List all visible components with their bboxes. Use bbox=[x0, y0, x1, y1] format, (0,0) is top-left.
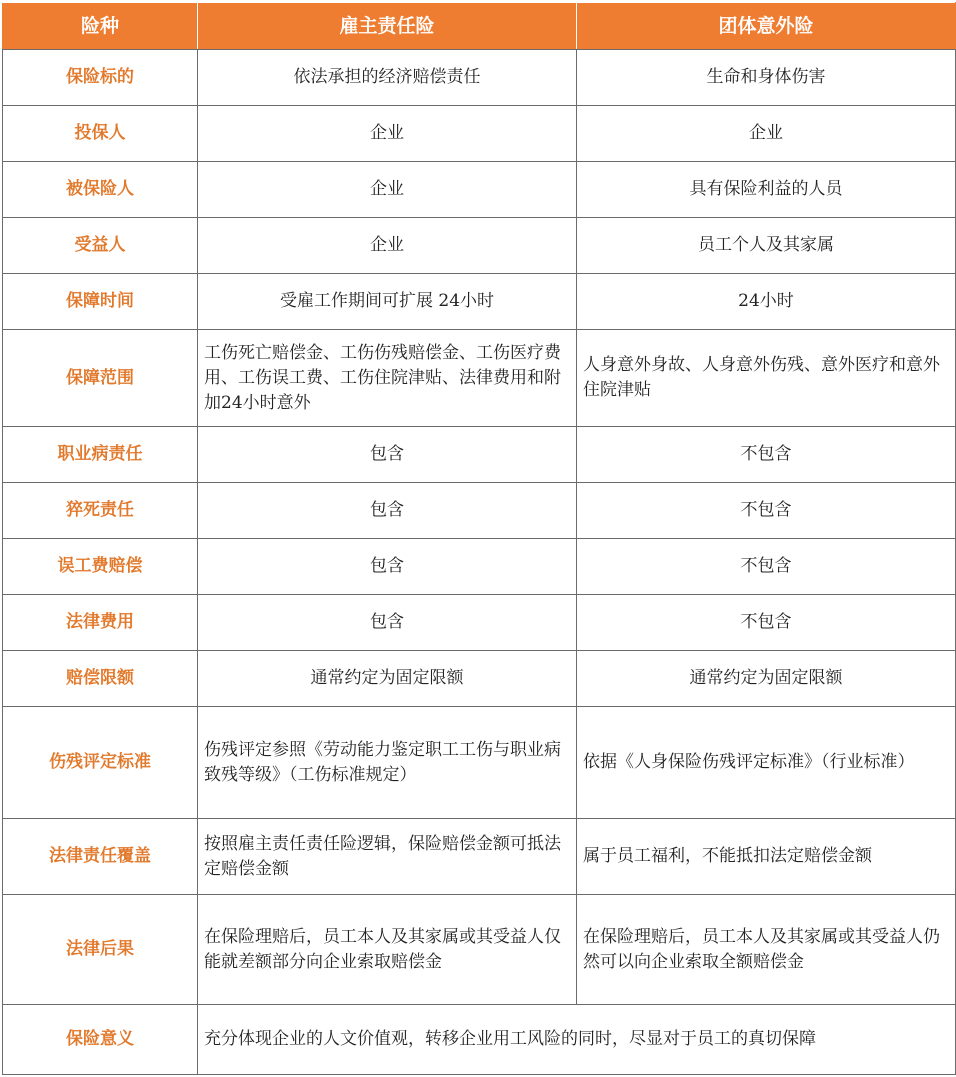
footer-text: 充分体现企业的人文价值观，转移企业用工风险的同时，尽显对于员工的真切保障 bbox=[198, 1005, 956, 1075]
comparison-table bbox=[2, 2, 956, 1075]
header-row bbox=[3, 3, 956, 50]
row-label: 法律责任覆盖 bbox=[3, 819, 198, 895]
row-label: 保障范围 bbox=[3, 330, 198, 427]
group-cell: 企业 bbox=[577, 106, 956, 162]
group-cell: 24小时 bbox=[577, 274, 956, 330]
header-insurance-type: 险种 bbox=[3, 3, 198, 50]
employer-cell: 包含 bbox=[198, 483, 577, 539]
row-label: 投保人 bbox=[3, 106, 198, 162]
row-label: 法律费用 bbox=[3, 595, 198, 651]
table-row bbox=[3, 819, 956, 895]
row-label: 误工费赔偿 bbox=[3, 539, 198, 595]
row-label: 伤残评定标准 bbox=[3, 707, 198, 819]
table-row bbox=[3, 106, 956, 162]
employer-cell: 包含 bbox=[198, 539, 577, 595]
group-cell: 依据《人身保险伤残评定标准》（行业标准） bbox=[577, 707, 956, 819]
employer-cell: 按照雇主责任责任险逻辑，保险赔偿金额可抵法定赔偿金额 bbox=[198, 819, 577, 895]
header-group-accident: 团体意外险 bbox=[577, 3, 956, 50]
table-row bbox=[3, 895, 956, 1005]
group-cell: 不包含 bbox=[577, 483, 956, 539]
employer-cell: 工伤死亡赔偿金、工伤伤残赔偿金、工伤医疗费用、工伤误工费、工伤住院津贴、法律费用和附加24小时意外 bbox=[198, 330, 577, 427]
table-row bbox=[3, 330, 956, 427]
row-label: 赔偿限额 bbox=[3, 651, 198, 707]
employer-cell: 通常约定为固定限额 bbox=[198, 651, 577, 707]
employer-cell: 伤残评定参照《劳动能力鉴定职工工伤与职业病致残等级》（工伤标准规定） bbox=[198, 707, 577, 819]
employer-cell: 企业 bbox=[198, 162, 577, 218]
group-cell: 不包含 bbox=[577, 595, 956, 651]
employer-cell: 依法承担的经济赔偿责任 bbox=[198, 50, 577, 106]
table-row bbox=[3, 539, 956, 595]
group-cell: 不包含 bbox=[577, 427, 956, 483]
group-cell: 生命和身体伤害 bbox=[577, 50, 956, 106]
employer-cell: 包含 bbox=[198, 427, 577, 483]
table-row bbox=[3, 162, 956, 218]
header-employer-liability: 雇主责任险 bbox=[198, 3, 577, 50]
group-cell: 员工个人及其家属 bbox=[577, 218, 956, 274]
table-row bbox=[3, 595, 956, 651]
row-label: 被保险人 bbox=[3, 162, 198, 218]
employer-cell: 企业 bbox=[198, 218, 577, 274]
table-row bbox=[3, 483, 956, 539]
group-cell: 通常约定为固定限额 bbox=[577, 651, 956, 707]
table-row bbox=[3, 274, 956, 330]
table-row bbox=[3, 427, 956, 483]
row-label: 职业病责任 bbox=[3, 427, 198, 483]
table-row bbox=[3, 651, 956, 707]
table-row bbox=[3, 218, 956, 274]
row-label: 保障时间 bbox=[3, 274, 198, 330]
table-row bbox=[3, 707, 956, 819]
table-row bbox=[3, 50, 956, 106]
employer-cell: 在保险理赔后，员工本人及其家属或其受益人仅能就差额部分向企业索取赔偿金 bbox=[198, 895, 577, 1005]
group-cell: 属于员工福利，不能抵扣法定赔偿金额 bbox=[577, 819, 956, 895]
group-cell: 人身意外身故、人身意外伤残、意外医疗和意外住院津贴 bbox=[577, 330, 956, 427]
employer-cell: 企业 bbox=[198, 106, 577, 162]
group-cell: 具有保险利益的人员 bbox=[577, 162, 956, 218]
group-cell: 不包含 bbox=[577, 539, 956, 595]
row-label: 保险标的 bbox=[3, 50, 198, 106]
footer-label: 保险意义 bbox=[3, 1005, 198, 1075]
group-cell: 在保险理赔后，员工本人及其家属或其受益人仍然可以向企业索取全额赔偿金 bbox=[577, 895, 956, 1005]
row-label: 受益人 bbox=[3, 218, 198, 274]
row-label: 法律后果 bbox=[3, 895, 198, 1005]
employer-cell: 受雇工作期间可扩展 24小时 bbox=[198, 274, 577, 330]
employer-cell: 包含 bbox=[198, 595, 577, 651]
row-label: 猝死责任 bbox=[3, 483, 198, 539]
footer-row bbox=[3, 1005, 956, 1075]
